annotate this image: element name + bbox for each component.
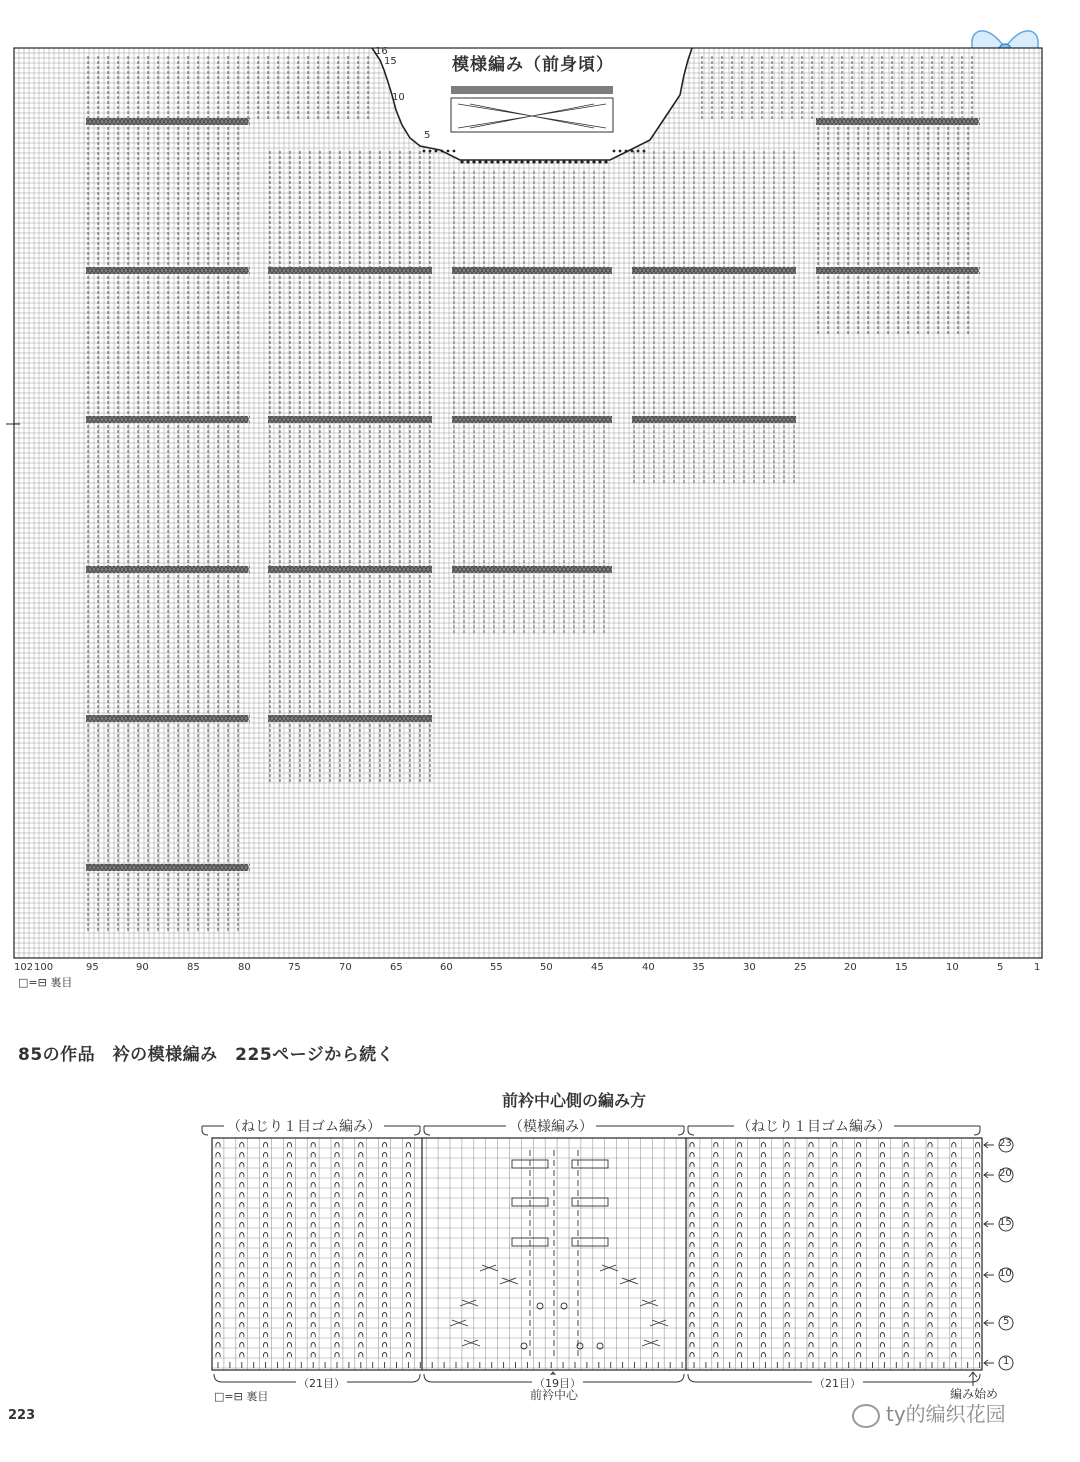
watermark (852, 1398, 1006, 1428)
page-number: 223 (8, 1408, 36, 1423)
front-collar-center-label: 前衿中心 (530, 1388, 579, 1402)
x-axis-tick-label: 35 (692, 962, 705, 973)
collar-chart-title: 前衿中心側の編み方 (502, 1091, 647, 1110)
x-axis-tick-label: 10 (946, 962, 959, 973)
stitch-count-left: （21目） (298, 1377, 345, 1390)
x-axis-tick-label: 30 (743, 962, 756, 973)
neckline-row-label: 10 (392, 92, 405, 103)
row-number: 1 (1003, 1356, 1010, 1367)
row-number: 20 (999, 1168, 1012, 1179)
x-axis-tick-label: 15 (895, 962, 908, 973)
section-title: 85の作品 衿の模様編み 225ページから続く (18, 1045, 395, 1065)
x-axis-tick-label: 90 (136, 962, 149, 973)
collar-chart-legend: □=⊟ 裏目 (214, 1390, 269, 1403)
x-axis-tick-label: 65 (390, 962, 403, 973)
row-number: 15 (999, 1217, 1012, 1228)
x-axis-tick-label: 70 (339, 962, 352, 973)
x-axis-tick-label: 40 (642, 962, 655, 973)
x-axis-tick-label: 80 (238, 962, 251, 973)
stitch-count-center: （19目） (534, 1377, 581, 1390)
neckline-row-label: 15 (384, 56, 397, 67)
x-axis-tick-label: 60 (440, 962, 453, 973)
x-axis-tick-label: 1 (1034, 962, 1041, 973)
x-axis-tick-label: 55 (490, 962, 503, 973)
knit-start-label: 編み始め (950, 1387, 999, 1401)
chat-bubble-icon (852, 1404, 880, 1428)
x-axis-tick-label: 5 (997, 962, 1004, 973)
bracket-label-right: （ねじり１目ゴム編み） (734, 1116, 894, 1136)
watermark-text: ty的编织花园 (886, 1402, 1006, 1426)
stitch-count-right: （21目） (814, 1377, 861, 1390)
x-axis-tick-label: 100 (34, 962, 54, 973)
row-number: 5 (1003, 1316, 1010, 1327)
row-number: 23 (999, 1138, 1012, 1149)
x-axis-tick-label: 50 (540, 962, 553, 973)
x-axis-tick-label: 20 (844, 962, 857, 973)
x-axis-tick-label: 45 (591, 962, 604, 973)
row-number: 10 (999, 1268, 1012, 1279)
x-axis-tick-label: 95 (86, 962, 99, 973)
x-axis-tick-label: 75 (288, 962, 301, 973)
x-axis-tick-label: 25 (794, 962, 807, 973)
bracket-label-center: （模様編み） (506, 1116, 596, 1136)
top-chart-legend: □=⊟ 裏目 (18, 976, 73, 989)
bracket-label-left: （ねじり１目ゴム編み） (224, 1116, 384, 1136)
x-axis-tick-label: 102 (14, 962, 34, 973)
neckline-row-label: 16 (375, 46, 388, 57)
neckline-row-label: 5 (424, 130, 431, 141)
top-chart-title: 模様編み（前身頃） (452, 55, 614, 75)
x-axis-tick-label: 85 (187, 962, 200, 973)
